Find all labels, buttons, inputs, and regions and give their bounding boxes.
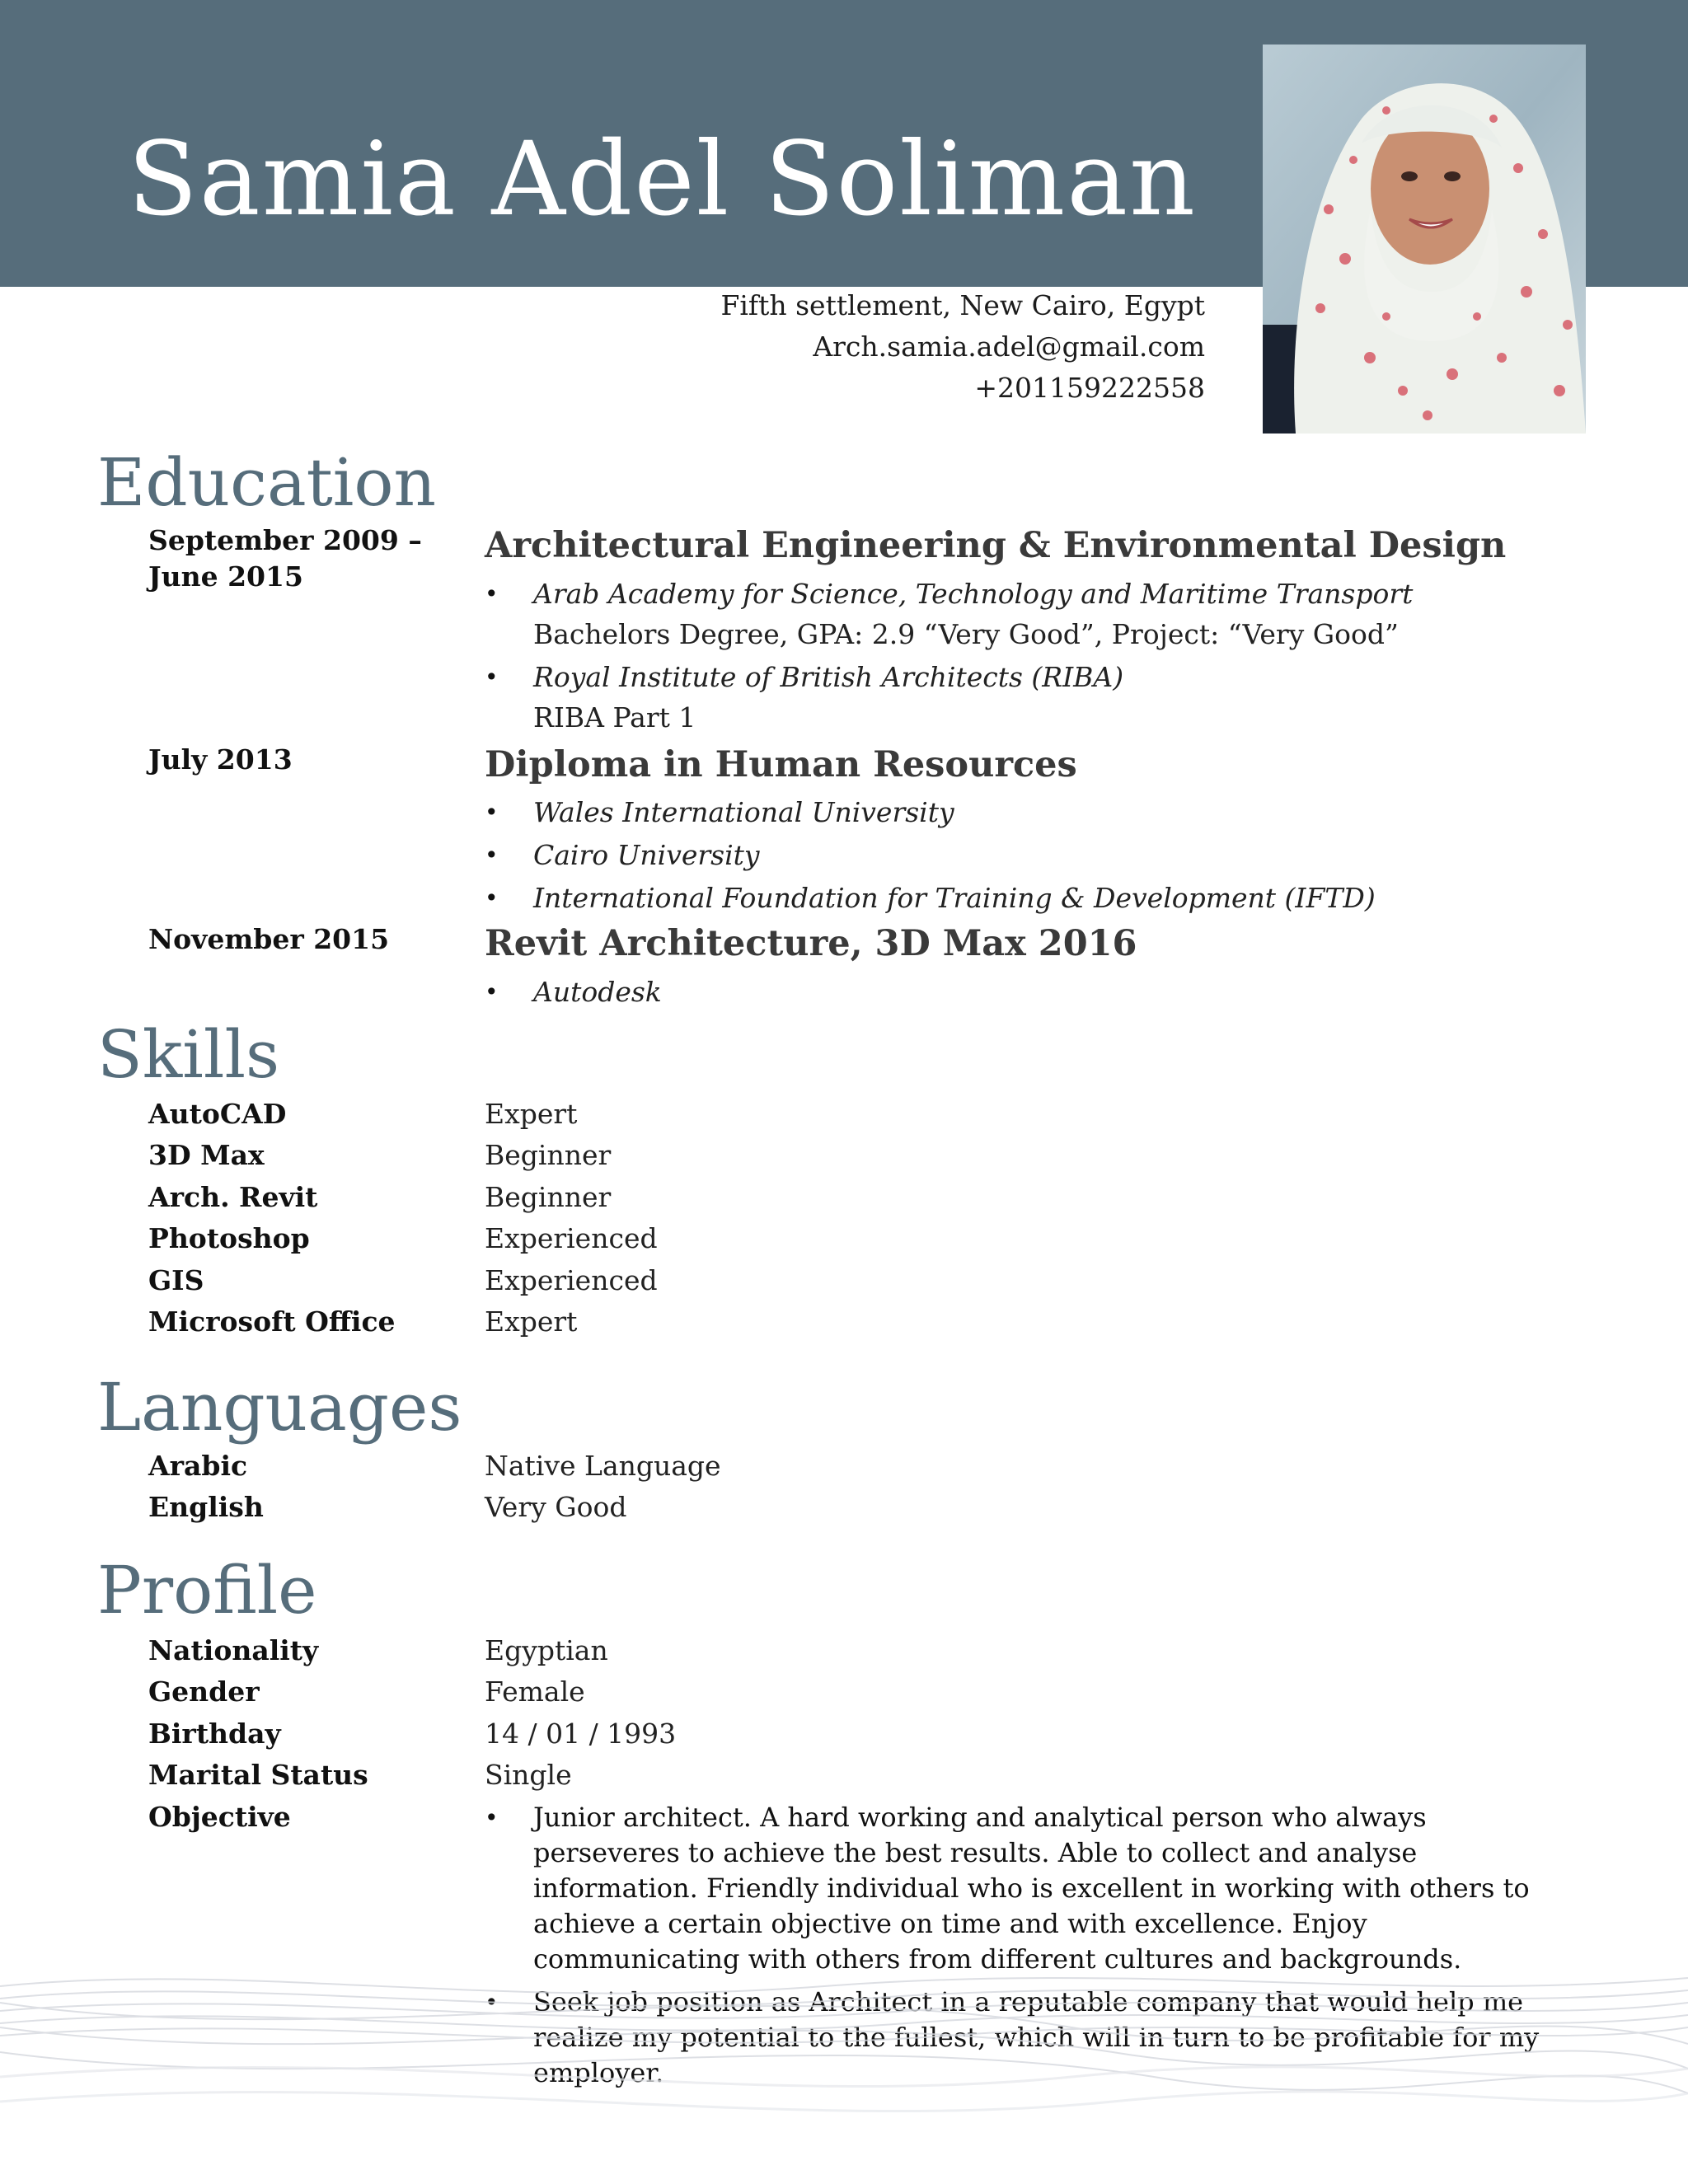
languages-heading: Languages [97, 1369, 462, 1446]
skill-name: 3D Max [148, 1139, 265, 1171]
education-date: September 2009 – [148, 524, 422, 556]
bullet: • [485, 799, 499, 826]
profile-label: Birthday [148, 1718, 281, 1750]
objective-paragraph: Junior architect. A hard working and analytical person who always perseveres to achieve the best results. Able to collect and analyse information. Friendly individual who is excellent in working with others to achieve a certain objective on time and with excellence. Enjoy communicating with others from different cultures and backgrounds. [533, 1802, 1530, 1975]
bullet: • [485, 663, 499, 691]
profile-heading: Profile [97, 1552, 317, 1629]
degree-title: Revit Architecture, 3D Max 2016 [485, 923, 1137, 964]
profile-value: Female [485, 1675, 585, 1708]
bullet: • [485, 884, 499, 912]
institution: Autodesk [533, 976, 662, 1008]
skill-level: Experienced [485, 1222, 658, 1254]
education-date: June 2015 [148, 560, 303, 593]
footer-waves-decoration [0, 1953, 1688, 2184]
contact-block [720, 285, 1205, 409]
skill-name: Photoshop [148, 1222, 310, 1254]
objective-paragraph: Seek job position as Architect in a reputable company that would help me realize my potential to the fullest, which will in turn to be profitable for my employer. [533, 1986, 1540, 2088]
bullet: • [485, 1989, 499, 2016]
profile-photo [1263, 45, 1586, 434]
degree-detail: Bachelors Degree, GPA: 2.9 “Very Good”, Project: “Very Good” [533, 618, 1399, 650]
skill-level: Experienced [485, 1264, 658, 1296]
skill-name: AutoCAD [148, 1098, 287, 1130]
profile-label: Gender [148, 1675, 260, 1708]
bullet: • [485, 978, 499, 1005]
institution: International Foundation for Training & Development (IFTD) [533, 882, 1376, 914]
education-date: November 2015 [148, 923, 390, 955]
language-level: Native Language [485, 1450, 721, 1482]
skill-level: Expert [485, 1305, 578, 1338]
institution: Royal Institute of British Architects (RIBA) [533, 661, 1124, 693]
degree-title: Diploma in Human Resources [485, 744, 1077, 785]
objective-label: Objective [148, 1801, 291, 1833]
skills-heading: Skills [97, 1016, 280, 1093]
skill-name: Microsoft Office [148, 1305, 396, 1338]
institution: Arab Academy for Science, Technology and Maritime Transport [533, 578, 1414, 610]
bullet: • [485, 841, 499, 869]
phone: +201159222558 [974, 372, 1205, 404]
degree-detail: RIBA Part 1 [533, 701, 696, 733]
skill-name: Arch. Revit [148, 1181, 318, 1213]
profile-value: Single [485, 1759, 572, 1791]
skill-level: Beginner [485, 1139, 612, 1171]
language-name: Arabic [148, 1450, 248, 1482]
profile-label: Nationality [148, 1634, 319, 1666]
profile-label: Marital Status [148, 1759, 368, 1791]
institution: Wales International University [533, 796, 954, 828]
skill-level: Expert [485, 1098, 578, 1130]
profile-value: Egyptian [485, 1634, 608, 1666]
education-heading: Education [97, 444, 437, 521]
bullet: • [485, 1804, 499, 1831]
portrait-illustration [1263, 45, 1586, 434]
degree-title: Architectural Engineering & Environmental Design [485, 525, 1507, 566]
email: Arch.samia.adel@gmail.com [813, 330, 1205, 363]
profile-value: 14 / 01 / 1993 [485, 1718, 677, 1750]
institution: Cairo University [533, 839, 760, 871]
bullet: • [485, 580, 499, 607]
language-level: Very Good [485, 1491, 627, 1523]
skill-name: GIS [148, 1264, 204, 1296]
address: Fifth settlement, New Cairo, Egypt [720, 289, 1205, 321]
education-date: July 2013 [148, 743, 293, 776]
language-name: English [148, 1491, 264, 1523]
candidate-name: Samia Adel Soliman [127, 120, 1197, 239]
skill-level: Beginner [485, 1181, 612, 1213]
